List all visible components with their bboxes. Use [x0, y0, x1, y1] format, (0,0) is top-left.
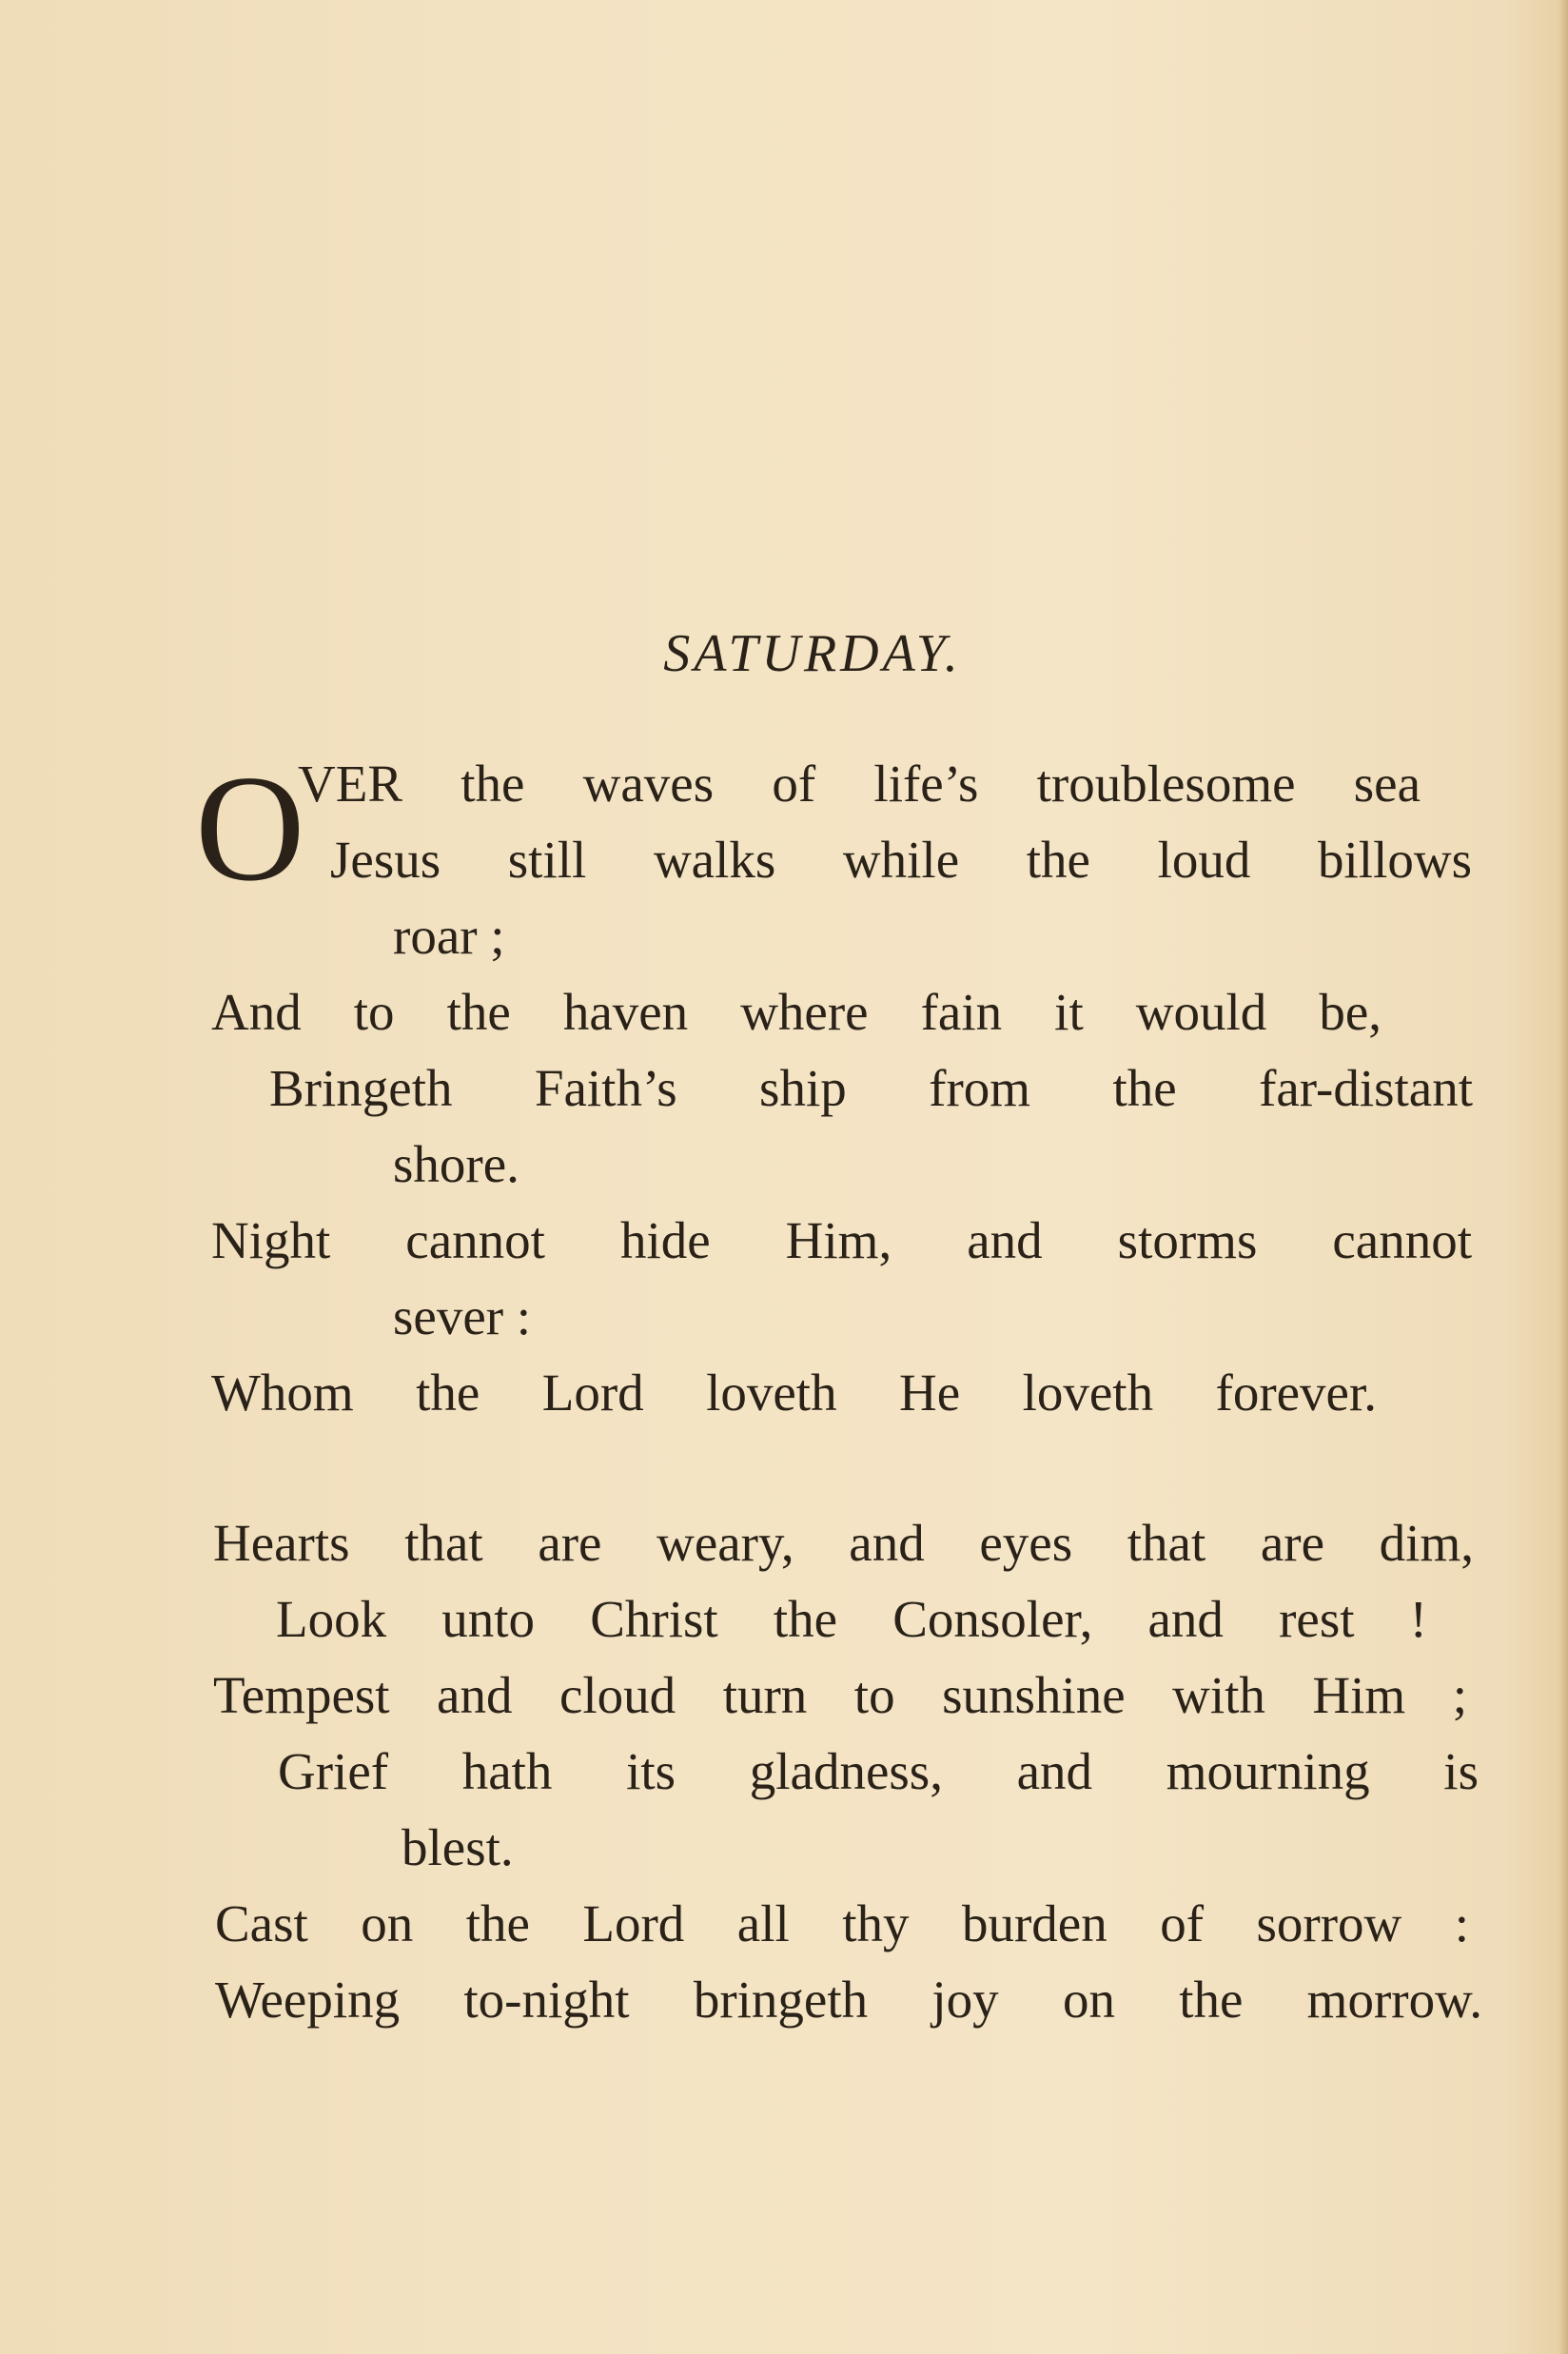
poem-line: VER the waves of life’s troublesome sea — [298, 755, 1421, 813]
poem-line: Grief hath its gladness, and mourning is — [278, 1742, 1479, 1800]
poem-line: Hearts that are weary, and eyes that are dim, — [213, 1514, 1474, 1572]
poem-line: Night cannot hide Him, and storms cannot — [211, 1211, 1472, 1269]
poem-line-continuation: sever : — [393, 1287, 532, 1345]
poem-line: Whom the Lord loveth He loveth forever. — [211, 1363, 1377, 1422]
page-title: SATURDAY. — [663, 624, 962, 683]
poem-line-continuation: roar ; — [393, 907, 505, 965]
poem-line: Cast on the Lord all thy burden of sorrow : — [215, 1894, 1469, 1952]
page-edge-shadow — [1558, 0, 1568, 2354]
poem-line: And to the haven where fain it would be, — [211, 983, 1382, 1041]
poem-line: Tempest and cloud turn to sunshine with Him ; — [213, 1666, 1467, 1724]
poem-line: Jesus still walks while the loud billows — [330, 831, 1472, 889]
drop-cap: O — [195, 743, 305, 912]
poem-line-continuation: shore. — [393, 1135, 519, 1193]
poem-line-continuation: blest. — [402, 1818, 514, 1876]
poem-line: Look unto Christ the Consoler, and rest ! — [276, 1590, 1427, 1648]
poem-line: Bringeth Faith’s ship from the far-distant — [269, 1059, 1473, 1117]
poem-line: Weeping to-night bringeth joy on the morrow. — [215, 1971, 1482, 2029]
